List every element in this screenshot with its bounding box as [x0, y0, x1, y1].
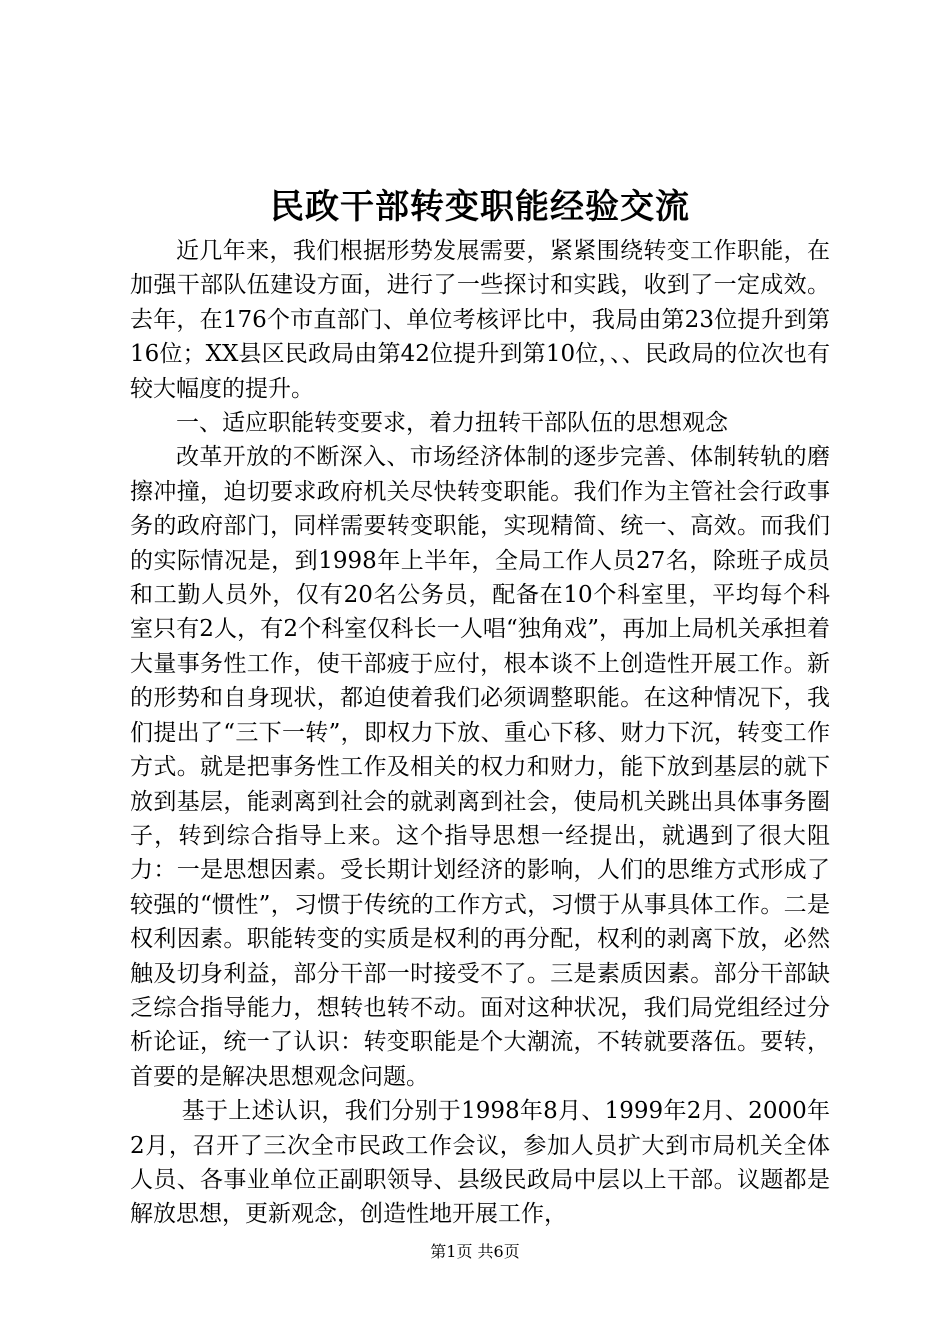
page-number-footer: 第1页 共6页 [430, 1242, 520, 1261]
document-title: 民政干部转变职能经验交流 [270, 187, 690, 227]
paragraph-intro: 近几年来，我们根据形势发展需要，紧紧围绕转变工作职能，在加强干部队伍建设方面，进行了一些探讨和实践，收到了一定成效。去年，在176个市直部门、单位考核评比中，我局由第23位提升到第16位；XX县区民政局由第42位提升到第10位，、、民政局的位次也有较大幅度的提升。 [130, 238, 830, 402]
paragraph-meetings: 基于上述认识，我们分别于1998年8月、1999年2月、2000年2月，召开了三次全市民政工作会议，参加人员扩大到市局机关全体人员、各事业单位正副职领导、县级民政局中层以上干部。议题都是解放思想，更新观念，创造性地开展工作， [130, 1098, 830, 1228]
document-body [130, 234, 830, 1232]
section-heading-1: 一、适应职能转变要求，着力扭转干部队伍的思想观念 [176, 410, 728, 437]
paragraph-section-1: 改革开放的不断深入、市场经济体制的逐步完善、体制转轨的磨擦冲撞，迫切要求政府机关尽快转变职能。我们作为主管社会行政事务的政府部门，同样需要转变职能，实现精简、统一、高效。而我们的实际情况是，到1998年上半年，全局工作人员27名，除班子成员和工勤人员外，仅有20名公务员，配备在10个科室里，平均每个科室只有2人，有2个科室仅科长一人唱“独角戏”，再加上局机关承担着大量事务性工作，使干部疲于应付，根本谈不上创造性开展工作。新的形势和自身现状，都迫使着我们必须调整职能。在这种情况下，我们提出了“三下一转”，即权力下放、重心下移、财力下沉，转变工作方式。就是把事务性工作及相关的权力和财力，能下放到基层的就下放到基层，能剥离到社会的就剥离到社会，使局机关跳出具体事务圈子，转到综合指导上来。这个指导思想一经提出，就遇到了很大阻力：一是思想因素。受长期计划经济的影响，人们的思维方式形成了较强的“惯性”，习惯于传统的工作方式，习惯于从事具体工作。二是权利因素。职能转变的实质是权利的再分配，权利的剥离下放，必然触及切身利益，部分干部一时接受不了。三是素质因素。部分干部缺乏综合指导能力，想转也转不动。面对这种状况，我们局党组经过分析论证，统一了认识：转变职能是个大潮流，不转就要落伍。要转，首要的是解决思想观念问题。 [130, 444, 830, 1090]
